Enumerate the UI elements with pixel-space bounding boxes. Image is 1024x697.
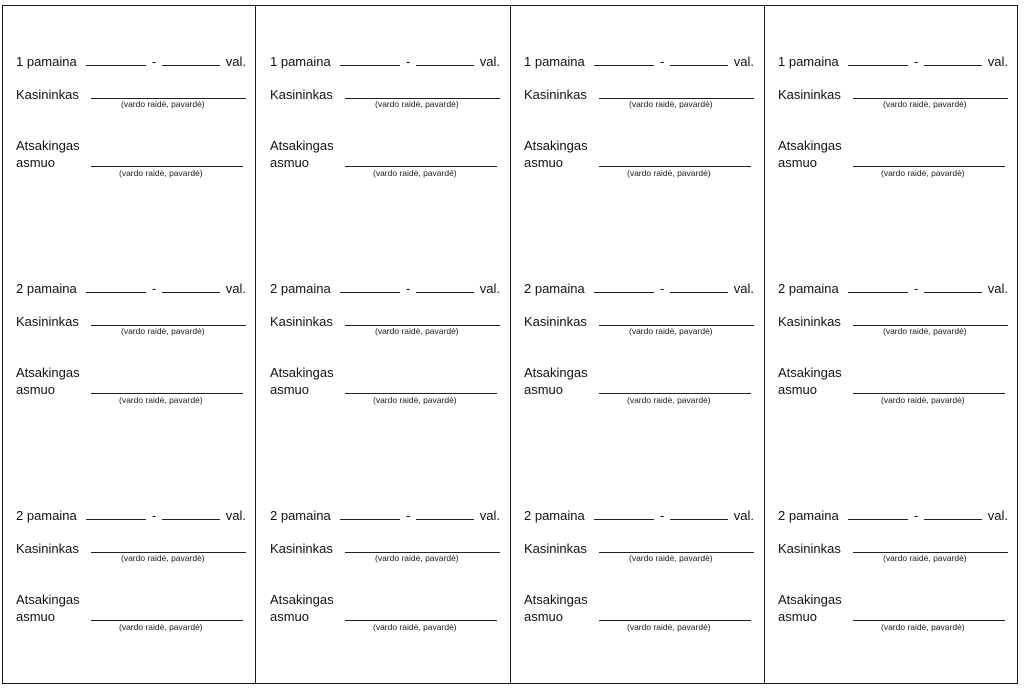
responsible-person-row [16, 364, 246, 414]
responsible-signature-field[interactable] [853, 166, 1005, 167]
cashier-name-hint: (vardo raidė, pavardė) [375, 553, 459, 563]
shift-dash: - [152, 281, 157, 296]
shift-label: 2 pamaina [524, 508, 585, 523]
cashier-label: Kasininkas [270, 314, 333, 329]
cashier-name-hint: (vardo raidė, pavardė) [883, 99, 967, 109]
responsible-label-line2: asmuo [524, 382, 564, 397]
cashier-label: Kasininkas [270, 87, 333, 102]
responsible-label-line2: asmuo [778, 155, 818, 170]
shift-end-field[interactable] [670, 292, 728, 293]
shift-end-field[interactable] [162, 292, 220, 293]
responsible-signature-field[interactable] [853, 393, 1005, 394]
responsible-person-row [778, 591, 1008, 641]
shift-label: 2 pamaina [778, 508, 839, 523]
responsible-person-row [524, 364, 754, 414]
cashier-label: Kasininkas [16, 87, 79, 102]
responsible-name-hint: (vardo raidė, pavardė) [881, 395, 965, 405]
responsible-label-line2: asmuo [524, 155, 564, 170]
shift-dash: - [660, 281, 665, 296]
shift-label: 1 pamaina [524, 54, 585, 69]
responsible-person-row [778, 137, 1008, 187]
cashier-name-hint: (vardo raidė, pavardė) [883, 326, 967, 336]
cashier-name-hint: (vardo raidė, pavardė) [121, 553, 205, 563]
shift-start-field[interactable] [848, 292, 908, 293]
responsible-signature-field[interactable] [91, 393, 243, 394]
hours-unit-label: val. [225, 54, 246, 69]
responsible-label-line1: Atsakingas [270, 592, 334, 607]
hours-unit-label: val. [987, 281, 1008, 296]
shift-section [3, 507, 255, 657]
shift-end-field[interactable] [162, 65, 220, 66]
shift-log-sheet [2, 5, 1018, 684]
responsible-label-line2: asmuo [16, 382, 56, 397]
shift-section [511, 53, 763, 203]
responsible-name-hint: (vardo raidė, pavardė) [119, 168, 203, 178]
shift-end-field[interactable] [416, 65, 474, 66]
shift-start-field[interactable] [594, 292, 654, 293]
hours-unit-label: val. [733, 508, 754, 523]
shift-end-field[interactable] [162, 519, 220, 520]
cashier-name-hint: (vardo raidė, pavardė) [629, 326, 713, 336]
shift-end-field[interactable] [670, 65, 728, 66]
responsible-person-row [16, 591, 246, 641]
hours-unit-label: val. [987, 508, 1008, 523]
cashier-label: Kasininkas [778, 314, 841, 329]
responsible-label-line1: Atsakingas [270, 365, 334, 380]
shift-start-field[interactable] [86, 519, 146, 520]
shift-label: 2 pamaina [16, 508, 77, 523]
shift-dash: - [914, 508, 919, 523]
responsible-label-line2: asmuo [270, 382, 310, 397]
cashier-label: Kasininkas [16, 314, 79, 329]
cashier-row [270, 540, 500, 570]
shift-hours-row [778, 280, 1008, 298]
shift-label: 1 pamaina [16, 54, 77, 69]
column-divider [255, 6, 256, 683]
shift-section [511, 507, 763, 657]
shift-dash: - [914, 281, 919, 296]
shift-hours-row [16, 507, 246, 525]
cashier-row [270, 86, 500, 116]
shift-hours-row [270, 53, 500, 71]
responsible-label-line2: asmuo [778, 382, 818, 397]
shift-hours-row [270, 507, 500, 525]
cashier-row [16, 313, 246, 343]
cashier-row [270, 313, 500, 343]
shift-dash: - [660, 508, 665, 523]
responsible-label-line1: Atsakingas [16, 592, 80, 607]
shift-dash: - [406, 54, 411, 69]
shift-label: 2 pamaina [270, 508, 331, 523]
shift-label: 1 pamaina [778, 54, 839, 69]
responsible-name-hint: (vardo raidė, pavardė) [627, 168, 711, 178]
shift-start-field[interactable] [86, 65, 146, 66]
shift-hours-row [524, 53, 754, 71]
form-column [3, 6, 255, 683]
cashier-label: Kasininkas [524, 541, 587, 556]
responsible-label-line2: asmuo [524, 609, 564, 624]
shift-start-field[interactable] [340, 519, 400, 520]
shift-start-field[interactable] [340, 292, 400, 293]
responsible-signature-field[interactable] [599, 393, 751, 394]
hours-unit-label: val. [225, 508, 246, 523]
responsible-name-hint: (vardo raidė, pavardė) [119, 622, 203, 632]
responsible-label-line2: asmuo [16, 609, 56, 624]
responsible-person-row [16, 137, 246, 187]
shift-start-field[interactable] [848, 65, 908, 66]
responsible-label-line1: Atsakingas [16, 365, 80, 380]
responsible-person-row [270, 137, 500, 187]
responsible-person-row [524, 137, 754, 187]
shift-label: 2 pamaina [270, 281, 331, 296]
responsible-label-line1: Atsakingas [524, 592, 588, 607]
responsible-person-row [270, 591, 500, 641]
cashier-label: Kasininkas [778, 87, 841, 102]
responsible-person-row [778, 364, 1008, 414]
shift-end-field[interactable] [416, 292, 474, 293]
responsible-name-hint: (vardo raidė, pavardė) [119, 395, 203, 405]
cashier-row [16, 86, 246, 116]
shift-hours-row [524, 280, 754, 298]
responsible-label-line1: Atsakingas [524, 138, 588, 153]
shift-dash: - [660, 54, 665, 69]
cashier-name-hint: (vardo raidė, pavardė) [629, 553, 713, 563]
responsible-name-hint: (vardo raidė, pavardė) [881, 168, 965, 178]
responsible-name-hint: (vardo raidė, pavardė) [373, 622, 457, 632]
shift-dash: - [152, 508, 157, 523]
shift-hours-row [16, 53, 246, 71]
responsible-name-hint: (vardo raidė, pavardė) [373, 395, 457, 405]
shift-section [257, 507, 509, 657]
responsible-signature-field[interactable] [91, 166, 243, 167]
shift-start-field[interactable] [848, 519, 908, 520]
cashier-row [778, 540, 1008, 570]
responsible-signature-field[interactable] [345, 393, 497, 394]
cashier-name-hint: (vardo raidė, pavardė) [375, 99, 459, 109]
responsible-label-line2: asmuo [270, 155, 310, 170]
shift-section [257, 53, 509, 203]
shift-dash: - [914, 54, 919, 69]
cashier-label: Kasininkas [524, 314, 587, 329]
shift-hours-row [778, 53, 1008, 71]
hours-unit-label: val. [479, 508, 500, 523]
responsible-label-line2: asmuo [270, 609, 310, 624]
shift-end-field[interactable] [416, 519, 474, 520]
shift-section [3, 280, 255, 430]
cashier-name-hint: (vardo raidė, pavardė) [121, 99, 205, 109]
responsible-label-line2: asmuo [16, 155, 56, 170]
cashier-label: Kasininkas [524, 87, 587, 102]
responsible-label-line2: asmuo [778, 609, 818, 624]
responsible-signature-field[interactable] [345, 620, 497, 621]
form-column [765, 6, 1017, 683]
shift-hours-row [524, 507, 754, 525]
responsible-label-line1: Atsakingas [524, 365, 588, 380]
responsible-label-line1: Atsakingas [778, 138, 842, 153]
shift-label: 2 pamaina [16, 281, 77, 296]
cashier-label: Kasininkas [778, 541, 841, 556]
cashier-name-hint: (vardo raidė, pavardė) [121, 326, 205, 336]
hours-unit-label: val. [479, 281, 500, 296]
hours-unit-label: val. [479, 54, 500, 69]
shift-start-field[interactable] [594, 65, 654, 66]
responsible-name-hint: (vardo raidė, pavardė) [627, 395, 711, 405]
shift-start-field[interactable] [594, 519, 654, 520]
responsible-label-line1: Atsakingas [778, 365, 842, 380]
cashier-label: Kasininkas [270, 541, 333, 556]
form-column [511, 6, 763, 683]
responsible-name-hint: (vardo raidė, pavardė) [627, 622, 711, 632]
responsible-label-line1: Atsakingas [778, 592, 842, 607]
shift-section [765, 507, 1017, 657]
shift-dash: - [406, 281, 411, 296]
responsible-name-hint: (vardo raidė, pavardė) [881, 622, 965, 632]
shift-start-field[interactable] [340, 65, 400, 66]
cashier-row [16, 540, 246, 570]
shift-section [511, 280, 763, 430]
shift-section [3, 53, 255, 203]
cashier-row [778, 313, 1008, 343]
cashier-row [778, 86, 1008, 116]
hours-unit-label: val. [733, 281, 754, 296]
cashier-row [524, 540, 754, 570]
shift-end-field[interactable] [924, 292, 982, 293]
hours-unit-label: val. [987, 54, 1008, 69]
shift-section [765, 53, 1017, 203]
shift-label: 2 pamaina [524, 281, 585, 296]
shift-hours-row [270, 280, 500, 298]
responsible-label-line1: Atsakingas [16, 138, 80, 153]
shift-dash: - [152, 54, 157, 69]
shift-end-field[interactable] [924, 65, 982, 66]
cashier-name-hint: (vardo raidė, pavardė) [375, 326, 459, 336]
cashier-label: Kasininkas [16, 541, 79, 556]
responsible-name-hint: (vardo raidė, pavardė) [373, 168, 457, 178]
cashier-name-hint: (vardo raidė, pavardė) [629, 99, 713, 109]
cashier-name-hint: (vardo raidė, pavardė) [883, 553, 967, 563]
responsible-signature-field[interactable] [345, 166, 497, 167]
shift-end-field[interactable] [670, 519, 728, 520]
shift-start-field[interactable] [86, 292, 146, 293]
hours-unit-label: val. [225, 281, 246, 296]
shift-hours-row [16, 280, 246, 298]
shift-label: 1 pamaina [270, 54, 331, 69]
responsible-signature-field[interactable] [853, 620, 1005, 621]
responsible-person-row [524, 591, 754, 641]
shift-label: 2 pamaina [778, 281, 839, 296]
shift-section [257, 280, 509, 430]
shift-end-field[interactable] [924, 519, 982, 520]
cashier-row [524, 86, 754, 116]
form-column [257, 6, 509, 683]
shift-section [765, 280, 1017, 430]
responsible-label-line1: Atsakingas [270, 138, 334, 153]
responsible-signature-field[interactable] [599, 620, 751, 621]
responsible-signature-field[interactable] [599, 166, 751, 167]
responsible-person-row [270, 364, 500, 414]
shift-hours-row [778, 507, 1008, 525]
responsible-signature-field[interactable] [91, 620, 243, 621]
cashier-row [524, 313, 754, 343]
shift-dash: - [406, 508, 411, 523]
hours-unit-label: val. [733, 54, 754, 69]
